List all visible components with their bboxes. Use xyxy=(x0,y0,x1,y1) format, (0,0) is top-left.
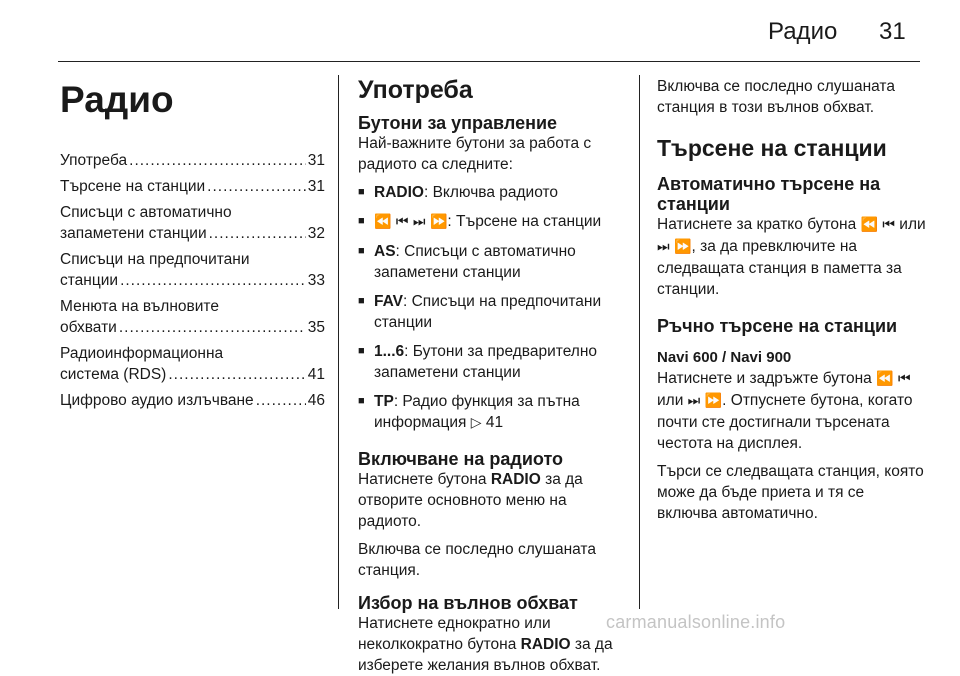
toc-entry-line xyxy=(60,364,325,385)
text-run: Натиснете бутона xyxy=(358,471,491,488)
text-run: за да отворите основното меню на радиото. xyxy=(358,471,583,530)
radio-key-label: RADIO xyxy=(520,636,571,653)
manual-search-subtitle: Navi 600 / Navi 900 xyxy=(657,349,792,366)
auto-search-heading: Автоматично търсене на станции xyxy=(657,174,881,214)
text-run: или xyxy=(657,392,688,409)
toc-entry-line xyxy=(60,223,325,244)
toc-entry-title: система (RDS) xyxy=(60,366,167,383)
column-rule-1 xyxy=(338,75,339,609)
toc-entry-line xyxy=(60,150,325,171)
toc-entry-title: станции xyxy=(60,272,119,289)
toc-entry[interactable] xyxy=(60,390,325,411)
section-title-search: Търсене на станции xyxy=(657,135,887,161)
controls-list xyxy=(358,182,628,434)
toc-entry[interactable] xyxy=(60,249,325,291)
controls-list-item xyxy=(358,291,628,333)
key-label: FAV xyxy=(374,293,403,310)
column-rule-2 xyxy=(639,75,640,609)
toc-entry-line: Менюта на вълновите xyxy=(60,298,219,315)
seek-forward-icon: ⏭ ⏩ xyxy=(657,239,692,255)
toc-entry[interactable] xyxy=(60,296,325,338)
manual-search-note: Търси се следващата станция, която може да бъде приета и тя се включва автоматично. xyxy=(657,463,924,522)
key-description: : Списъци на предпочитани станции xyxy=(374,293,602,331)
toc-entry-title: запаметени станции xyxy=(60,225,207,242)
controls-list-item xyxy=(358,341,628,383)
text-run: Натиснете и задръжте бутона xyxy=(657,370,877,387)
text-run: , за да превключите на следващата станция в паметта за станции. xyxy=(657,238,902,298)
controls-list-item xyxy=(358,211,628,233)
column-2 xyxy=(358,74,628,676)
page-number: 31 xyxy=(879,18,906,45)
toc-page-number: 31 xyxy=(307,152,325,169)
controls-list-item xyxy=(358,182,628,203)
seek-back-icon: ⏪ ⏮ xyxy=(860,217,895,233)
running-title: Радио xyxy=(768,18,838,45)
text-run: Натиснете еднократно или неколкократно бутона xyxy=(358,615,551,653)
radio-key-label: RADIO xyxy=(490,471,541,488)
watermark: carmanualsonline.info xyxy=(606,612,786,632)
toc-page-number: 32 xyxy=(307,225,325,242)
toc-page-number: 31 xyxy=(307,178,325,195)
column-3 xyxy=(657,76,927,524)
toc-dot-leader xyxy=(120,270,306,291)
toc-page-number: 41 xyxy=(307,366,325,383)
page-reference-number[interactable]: 41 xyxy=(485,414,504,431)
auto-search-text xyxy=(657,214,927,300)
seek-forward-icon: ⏭ ⏩ xyxy=(687,393,723,409)
manual-search-heading: Ръчно търсене на станции xyxy=(657,316,898,336)
switch-on-heading: Включване на радиото xyxy=(358,449,564,469)
toc-page-number: 35 xyxy=(307,319,325,336)
toc-dot-leader xyxy=(256,390,306,411)
toc-dot-leader xyxy=(129,150,306,171)
toc-dot-leader xyxy=(168,364,305,385)
text-run: или xyxy=(895,216,926,233)
toc-entry-line xyxy=(60,176,325,197)
toc-entry-line: Списъци на предпочитани xyxy=(60,251,250,268)
table-of-contents xyxy=(60,150,325,411)
toc-entry-line: Списъци с автоматично xyxy=(60,204,232,221)
toc-entry-title: Употреба xyxy=(60,152,128,169)
toc-entry[interactable] xyxy=(60,176,325,197)
toc-entry[interactable] xyxy=(60,150,325,171)
column-1 xyxy=(60,68,325,416)
toc-entry-line xyxy=(60,390,325,411)
text-run: . Отпуснете бутона, когато почти сте достигнали търсената честота на дисплея. xyxy=(657,392,913,452)
key-label: 1...6 xyxy=(374,343,405,360)
toc-dot-leader xyxy=(119,317,306,338)
key-description: : Бутони за предварително запаметени станции xyxy=(374,343,598,381)
switch-on-text xyxy=(358,469,628,532)
toc-entry-title: Цифрово аудио излъчване xyxy=(60,392,254,409)
band-heading: Избор на вълнов обхват xyxy=(358,593,578,613)
toc-page-number: 33 xyxy=(307,272,325,289)
section-title-usage: Употреба xyxy=(358,76,473,104)
key-label: RADIO xyxy=(374,184,424,201)
key-description: : Списъци с автоматично запаметени станции xyxy=(374,243,576,281)
toc-entry[interactable] xyxy=(60,202,325,244)
controls-list-item xyxy=(358,391,628,434)
toc-entry[interactable] xyxy=(60,343,325,385)
toc-entry-title: обхвати xyxy=(60,319,117,336)
chapter-title: Радио xyxy=(60,79,174,120)
key-label: TP xyxy=(374,393,394,410)
page-reference-icon: ▷ xyxy=(470,415,482,431)
toc-page-number: 46 xyxy=(307,392,325,409)
seek-buttons-icon: ⏪ ⏮ ⏭ ⏩ xyxy=(374,214,448,230)
header-rule xyxy=(58,61,920,62)
toc-dot-leader xyxy=(207,176,306,197)
toc-entry-line: Радиоинформационна xyxy=(60,345,224,362)
text-run: Натиснете за кратко бутона xyxy=(657,216,861,233)
switch-on-note: Включва се последно слушаната станция. xyxy=(358,541,596,579)
toc-dot-leader xyxy=(209,223,306,244)
controls-list-item xyxy=(358,241,628,283)
continued-text: Включва се последно слушаната станция в този вълнов обхват. xyxy=(657,78,895,116)
band-text xyxy=(358,613,628,676)
manual-search-text xyxy=(657,368,927,454)
seek-back-icon: ⏪ ⏮ xyxy=(876,371,911,387)
toc-entry-line xyxy=(60,270,325,291)
key-description: : Радио функция за пътна информация xyxy=(374,393,580,431)
toc-entry-title: Търсене на станции xyxy=(60,178,206,195)
controls-intro: Най-важните бутони за работа с радиото са следните: xyxy=(358,135,592,173)
toc-entry-line xyxy=(60,317,325,338)
text-run: за да изберете желания вълнов обхват. xyxy=(358,636,613,674)
controls-heading: Бутони за управление xyxy=(358,113,558,133)
key-description: : Търсене на станции xyxy=(447,213,602,230)
key-label: AS xyxy=(374,243,396,260)
key-description: : Включва радиото xyxy=(423,184,559,201)
